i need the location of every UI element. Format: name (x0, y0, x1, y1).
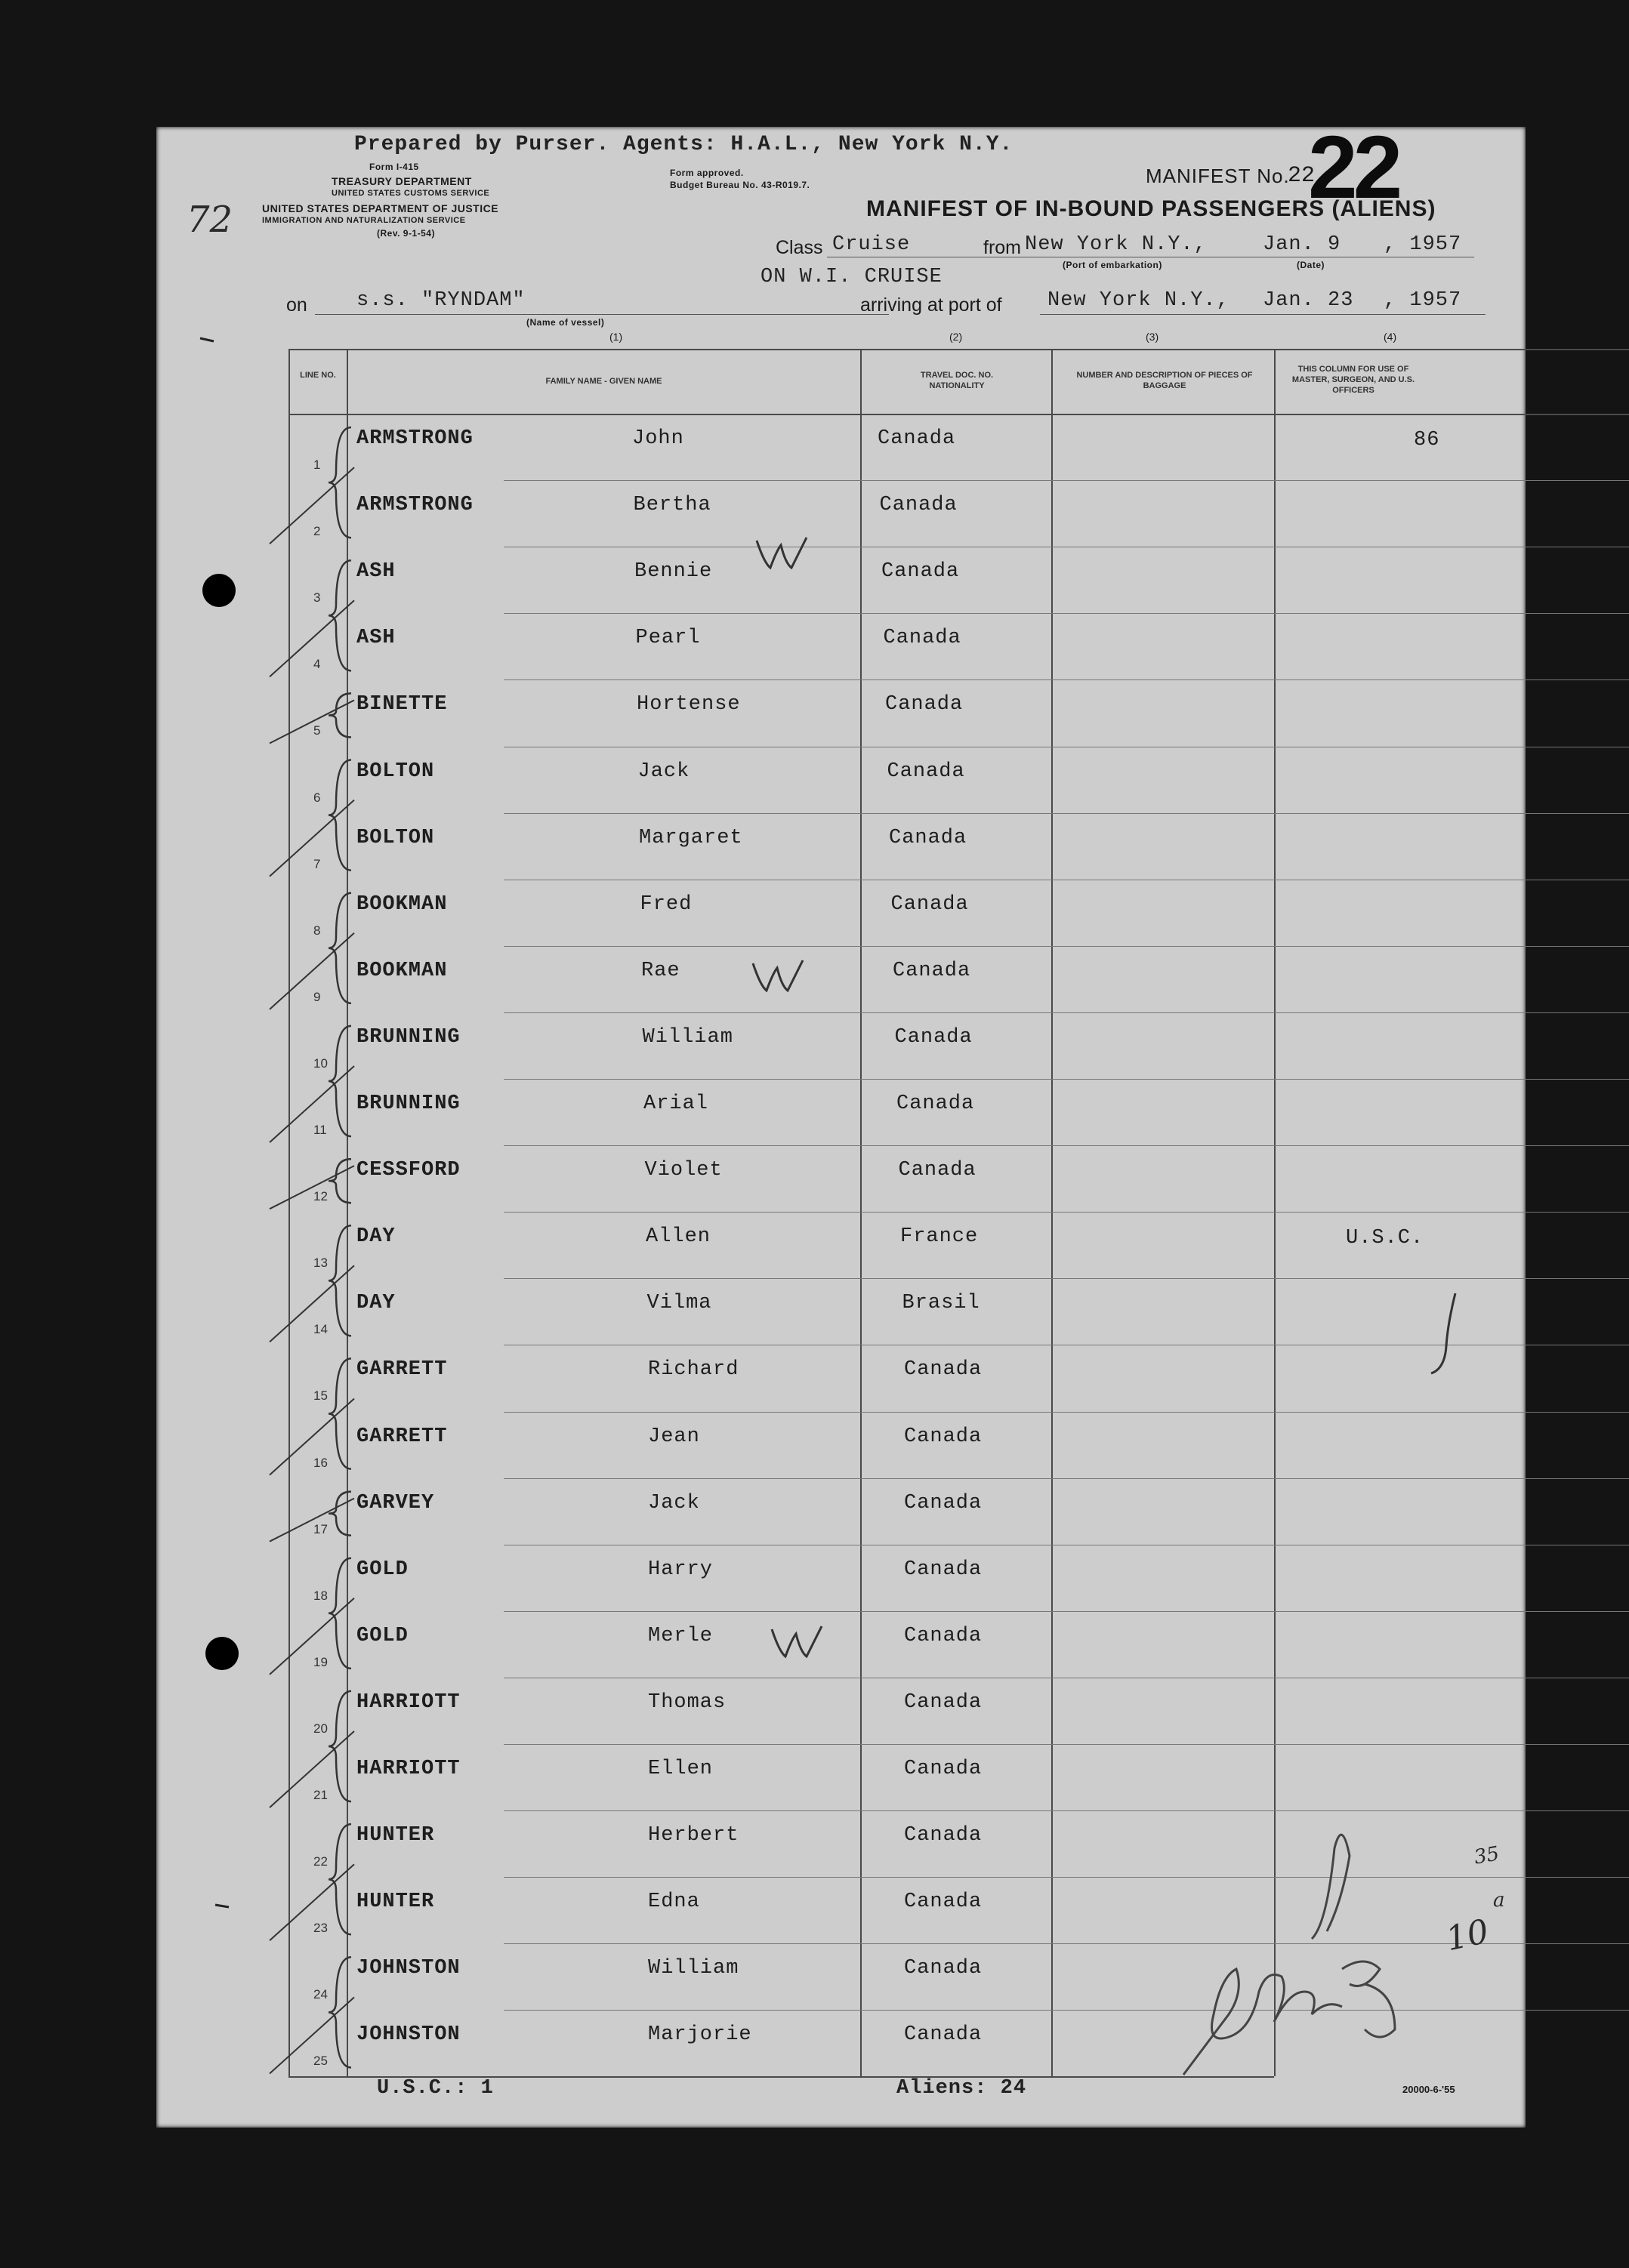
class-label: Class (776, 237, 823, 258)
cruise-note: ON W.I. CRUISE (761, 266, 943, 288)
tally-stroke (270, 1166, 354, 1209)
nationality: Canada (887, 760, 965, 783)
line-number: 11 (313, 1123, 327, 1137)
family-name: ASH (356, 627, 396, 650)
line-number: 14 (313, 1322, 328, 1337)
given-name: Jack (637, 760, 690, 783)
given-name: Jean (648, 1425, 700, 1448)
family-name: JOHNSTON (356, 2023, 461, 2047)
manifest-number-small: 22 (1288, 163, 1316, 189)
family-name: BINETTE (356, 693, 448, 716)
given-name: Merle (648, 1624, 714, 1647)
line-number: 3 (313, 590, 321, 606)
nationality: Canada (883, 627, 961, 650)
nationality: Canada (904, 1891, 983, 1914)
family-name: HUNTER (356, 1891, 435, 1914)
family-bracket (329, 1159, 351, 1203)
embark-year: , 1957 (1384, 233, 1462, 256)
line-number: 18 (313, 1588, 328, 1603)
header-baggage: NUMBER AND DESCRIPTION OF PIECES OF BAGGAGE (1076, 371, 1253, 390)
line-number: 13 (313, 1256, 328, 1271)
family-bracket (329, 1358, 351, 1468)
given-name: Vilma (646, 1292, 712, 1315)
family-name: HARRIOTT (356, 1758, 461, 1780)
header-name: FAMILY NAME - GIVEN NAME (545, 377, 662, 386)
arrival-date: Jan. 23 (1263, 289, 1354, 312)
handwritten-time-sup: 35 (1472, 1842, 1501, 1869)
on-label: on (286, 294, 307, 316)
given-name: Bennie (634, 560, 713, 584)
nationality: Canada (904, 1957, 983, 1980)
given-name: John (632, 427, 684, 450)
nationality: Canada (885, 693, 964, 716)
punch-hole (205, 1637, 239, 1670)
given-name: Rae (641, 959, 680, 982)
immigration-service: IMMIGRATION AND NATURALIZATION SERVICE (262, 216, 466, 225)
line-number: 8 (313, 923, 321, 938)
line-number: 9 (313, 989, 321, 1004)
column-num-1: (1) (609, 331, 623, 343)
given-name: Harry (648, 1558, 714, 1581)
given-name: Violet (644, 1159, 723, 1182)
family-name: BOLTON (356, 826, 435, 849)
treasury-department: TREASURY DEPARTMENT (332, 175, 472, 187)
family-bracket (329, 1225, 351, 1336)
line-number: 7 (313, 856, 321, 871)
nationality: Canada (881, 560, 960, 584)
line-number: 6 (313, 790, 321, 805)
arriving-label: arriving at port of (860, 294, 1002, 316)
family-bracket (329, 1957, 351, 2067)
nationality: Canada (904, 1358, 983, 1382)
family-name: BRUNNING (356, 1092, 461, 1115)
embark-port: New York N.Y., (1025, 233, 1207, 256)
family-name: GOLD (356, 1558, 409, 1581)
print-code: 20000-6-'55 (1402, 2084, 1455, 2095)
class-value: Cruise (832, 233, 911, 256)
nationality: Canada (904, 1558, 983, 1581)
nationality: Canada (904, 1824, 983, 1847)
family-name: DAY (356, 1292, 396, 1315)
line-number: 22 (313, 1854, 328, 1869)
family-bracket (329, 1824, 351, 1934)
line-number: 21 (313, 1788, 328, 1802)
column-num-4: (4) (1384, 331, 1397, 343)
nationality: Canada (890, 892, 969, 916)
family-name: JOHNSTON (356, 1957, 461, 1980)
family-name: GARRETT (356, 1358, 448, 1382)
line-number: 10 (313, 1055, 328, 1071)
nationality: Canada (894, 1025, 973, 1049)
family-bracket (329, 560, 351, 670)
given-name: Allen (646, 1225, 711, 1249)
arrival-year: , 1957 (1384, 289, 1462, 312)
usc-total: U.S.C.: 1 (377, 2077, 494, 2100)
family-bracket (329, 693, 351, 737)
line-number: 5 (313, 723, 321, 738)
family-bracket (329, 893, 351, 1003)
family-name: BOLTON (356, 760, 435, 783)
line-number: 16 (313, 1455, 328, 1470)
form-approved: Form approved. (670, 168, 744, 178)
line-number: 23 (313, 1921, 328, 1936)
aliens-total: Aliens: 24 (896, 2077, 1027, 2100)
family-name: BOOKMAN (356, 892, 448, 916)
family-name: ASH (356, 560, 396, 584)
nationality: Brasil (902, 1292, 980, 1315)
line-number: 24 (313, 1987, 328, 2002)
family-name: HARRIOTT (356, 1690, 461, 1714)
family-name: DAY (356, 1225, 396, 1249)
nationality: Canada (898, 1159, 976, 1182)
corner-mark: 72 (187, 199, 233, 241)
form-number: Form I-415 (369, 162, 419, 172)
nationality: Canada (904, 1758, 983, 1780)
manifest-sheet (156, 118, 1526, 2128)
punch-hole (202, 574, 236, 607)
budget-bureau: Budget Bureau No. 43-R019.7. (670, 180, 810, 190)
from-label: from (983, 237, 1021, 258)
given-name: Bertha (633, 494, 711, 517)
line-number: 20 (313, 1721, 328, 1736)
given-name: Margaret (639, 826, 743, 849)
line-number: 15 (313, 1388, 328, 1404)
nationality: Canada (904, 2023, 983, 2047)
nationality: Canada (879, 494, 958, 517)
officer-note: 86 (1414, 429, 1440, 451)
line-number: 17 (313, 1521, 328, 1536)
given-name: Edna (648, 1891, 700, 1914)
nationality: Canada (904, 1690, 983, 1714)
family-name: BOOKMAN (356, 959, 448, 982)
given-name: Hortense (637, 693, 741, 716)
vessel-caption: (Name of vessel) (526, 317, 605, 328)
header-officers: THIS COLUMN FOR USE OF MASTER, SURGEON, AND U.S. OFFICERS (1291, 365, 1415, 395)
family-name: BRUNNING (356, 1025, 461, 1049)
given-name: Fred (640, 892, 693, 916)
given-name: Jack (648, 1491, 700, 1515)
family-name: GARVEY (356, 1491, 435, 1515)
nationality: Canada (904, 1425, 983, 1448)
handwritten-time-sub: a (1493, 1889, 1505, 1912)
nationality: Canada (904, 1491, 983, 1515)
given-name: William (648, 1957, 739, 1980)
family-bracket (329, 1691, 351, 1801)
manifest-title: MANIFEST OF IN-BOUND PASSENGERS (ALIENS) (866, 196, 1436, 221)
vessel-name: s.s. "RYNDAM" (356, 289, 526, 312)
family-name: CESSFORD (356, 1159, 461, 1182)
line-number: 4 (313, 657, 321, 672)
line-number: 12 (313, 1189, 328, 1204)
family-name: GARRETT (356, 1425, 448, 1448)
given-name: William (642, 1025, 733, 1049)
tally-stroke (270, 700, 354, 743)
justice-department: UNITED STATES DEPARTMENT OF JUSTICE (262, 202, 499, 214)
header-doc: TRAVEL DOC. NO. NATIONALITY (920, 371, 994, 390)
port-caption: (Port of embarkation) (1063, 260, 1162, 270)
family-bracket (329, 1492, 351, 1536)
manifest-number-big: 22 (1308, 118, 1399, 217)
line-number: 25 (313, 2054, 328, 2069)
family-bracket (329, 427, 351, 538)
family-bracket (329, 760, 351, 871)
officer-note: U.S.C. (1346, 1227, 1424, 1250)
column-num-2: (2) (949, 331, 963, 343)
date-caption: (Date) (1297, 260, 1325, 270)
family-bracket (329, 1558, 351, 1669)
family-name: ARMSTRONG (356, 494, 474, 517)
arrival-port: New York N.Y., (1047, 289, 1229, 312)
line-number: 2 (313, 524, 321, 539)
family-name: HUNTER (356, 1824, 435, 1847)
embark-date: Jan. 9 (1263, 233, 1341, 256)
prepared-by: Prepared by Purser. Agents: H.A.L., New York N.Y. (354, 133, 1013, 156)
family-bracket (329, 1026, 351, 1136)
nationality: Canada (878, 427, 956, 450)
column-num-3: (3) (1146, 331, 1159, 343)
handwritten-time: 10 (1442, 1912, 1492, 1959)
nationality: Canada (893, 959, 971, 982)
customs-service: UNITED STATES CUSTOMS SERVICE (332, 189, 490, 198)
given-name: Ellen (648, 1758, 714, 1780)
nationality: Canada (889, 826, 967, 849)
family-name: ARMSTRONG (356, 427, 474, 450)
header-line-no: LINE NO. (300, 371, 336, 380)
family-bracket-marks (156, 127, 1526, 2128)
given-name: Herbert (648, 1824, 739, 1847)
line-number: 19 (313, 1654, 328, 1669)
family-name: GOLD (356, 1624, 409, 1647)
given-name: Arial (643, 1092, 709, 1115)
nationality: Canada (896, 1092, 975, 1115)
given-name: Richard (648, 1358, 739, 1382)
nationality: France (900, 1225, 979, 1249)
given-name: Marjorie (648, 2023, 752, 2047)
revision: (Rev. 9-1-54) (377, 228, 435, 239)
nationality: Canada (904, 1624, 983, 1647)
tally-stroke (270, 1499, 354, 1542)
line-number: 1 (313, 458, 321, 472)
given-name: Pearl (635, 627, 701, 650)
manifest-label: MANIFEST No. (1146, 165, 1290, 187)
given-name: Thomas (648, 1690, 727, 1714)
